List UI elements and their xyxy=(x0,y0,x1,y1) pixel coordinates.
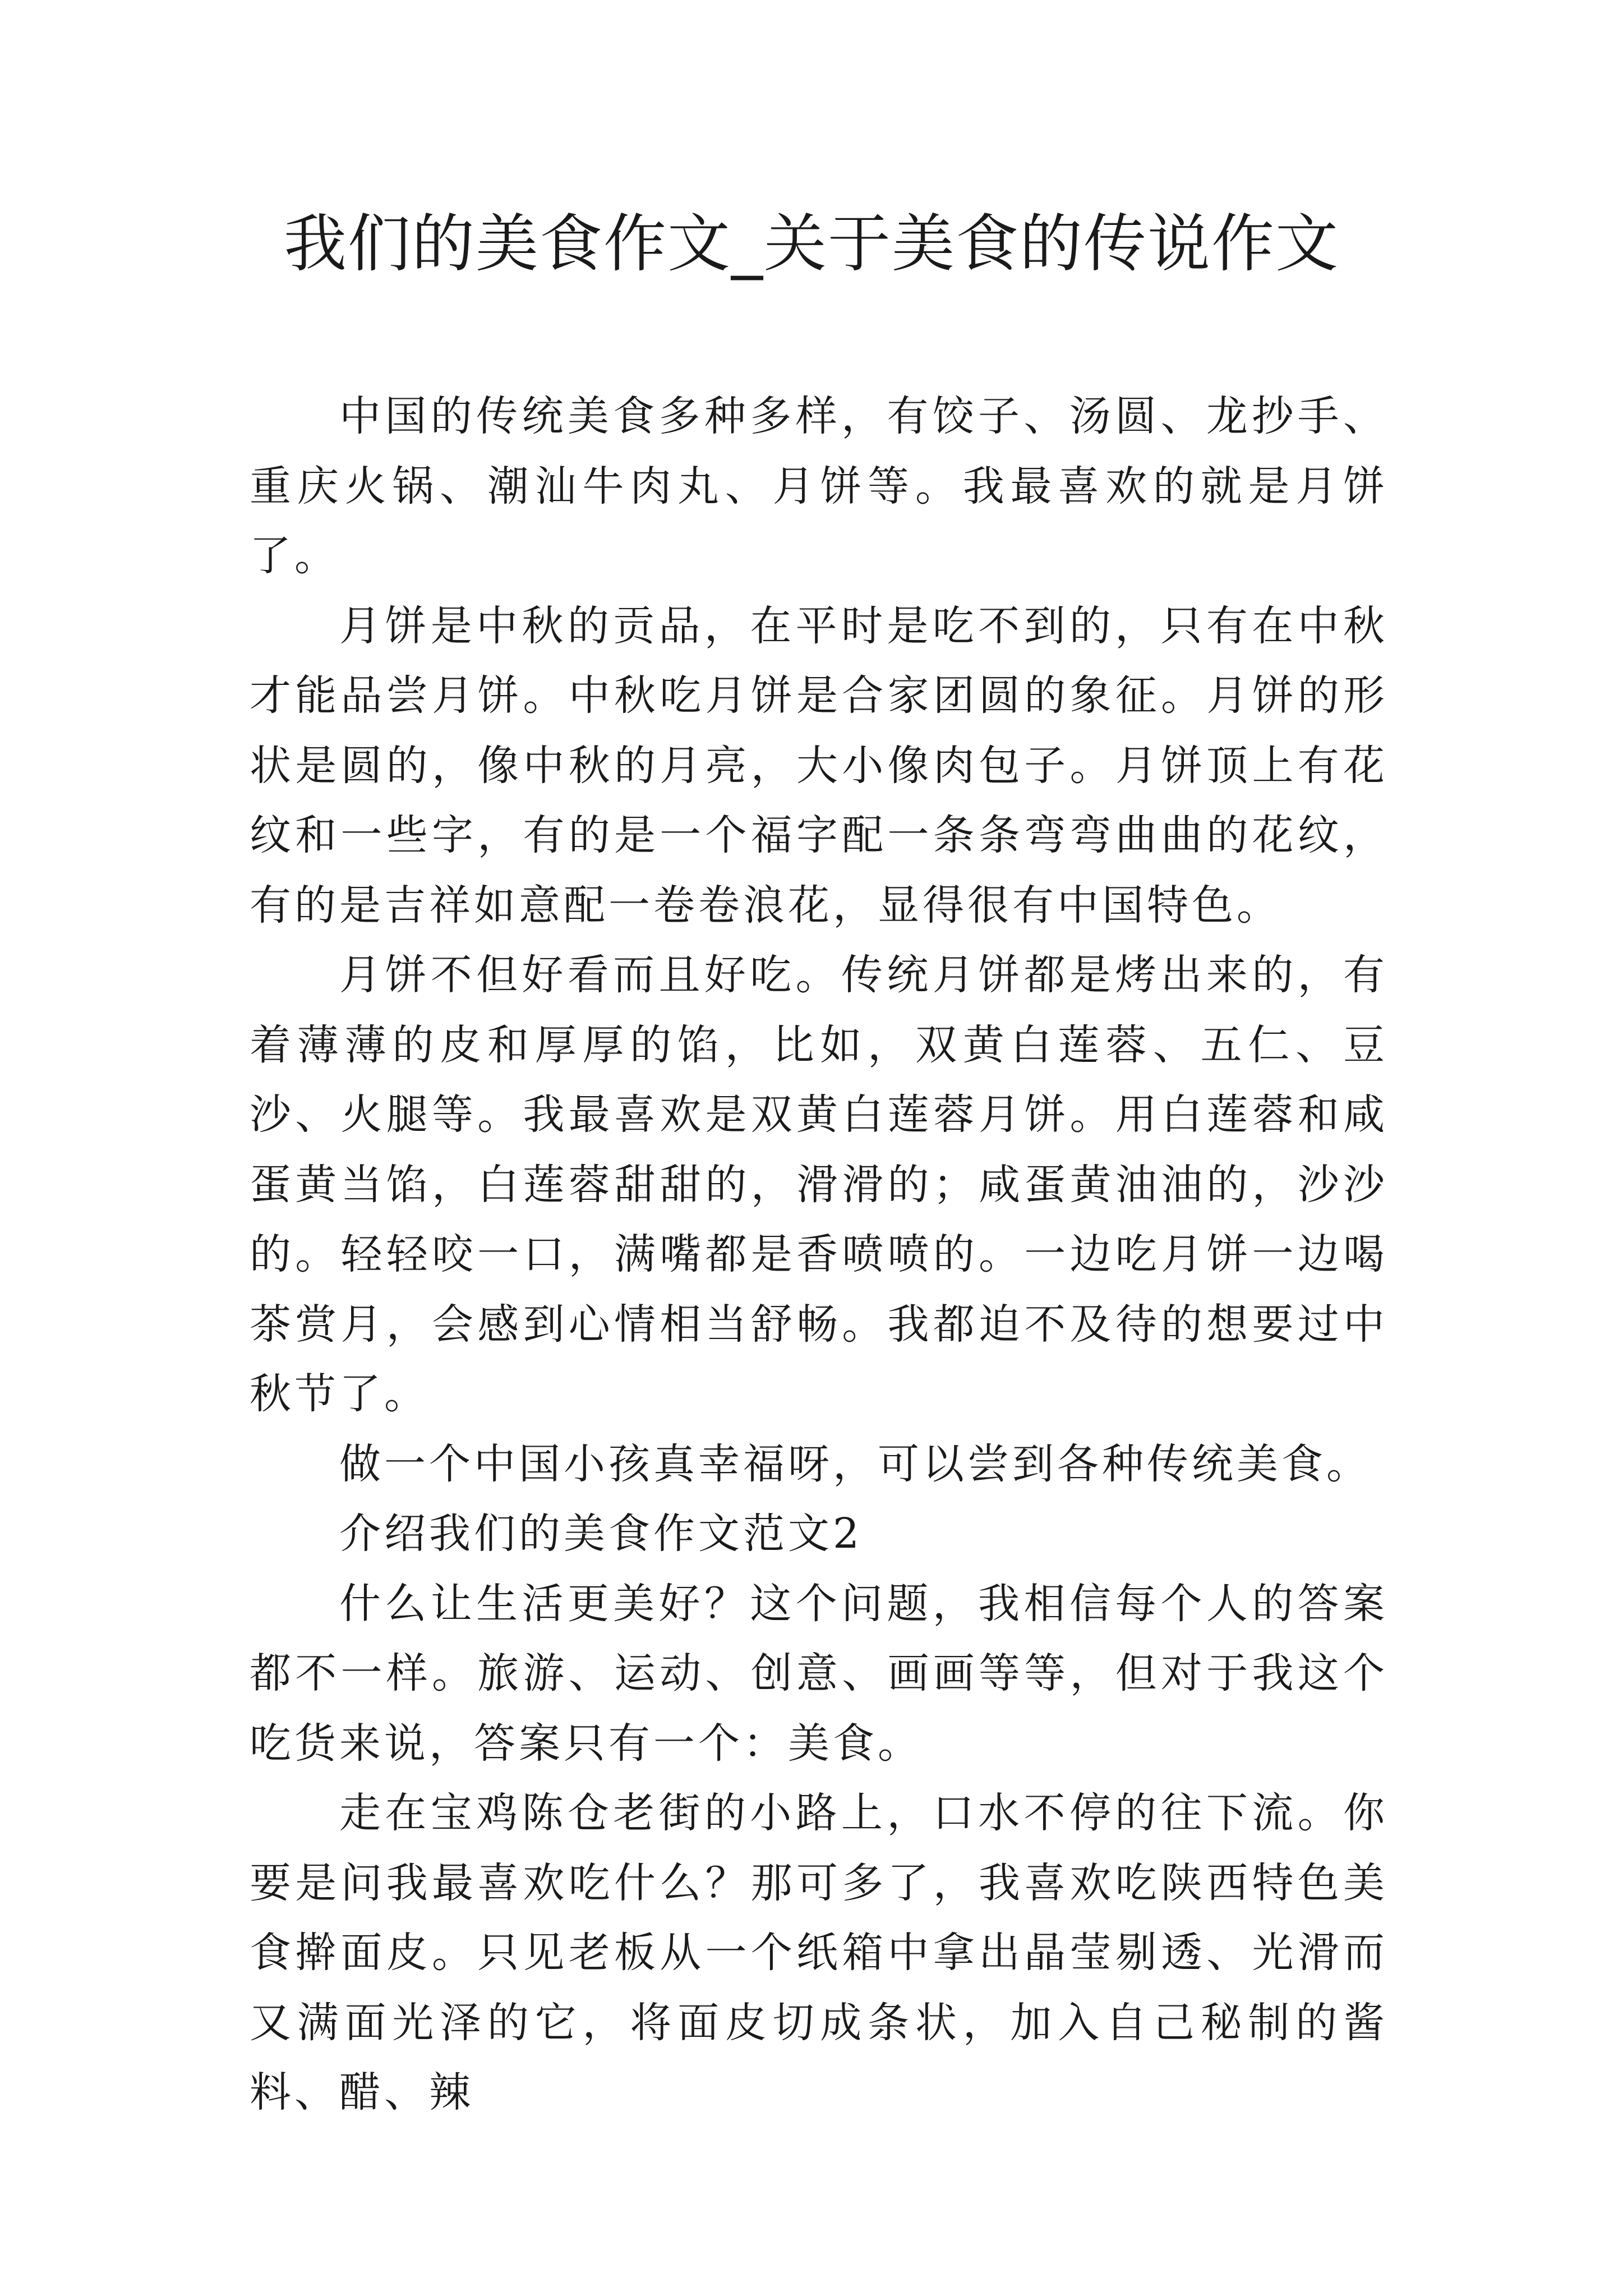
paragraph: 月饼是中秋的贡品，在平时是吃不到的，只有在中秋才能品尝月饼。中秋吃月饼是合家团圆的象征。月饼的形状是圆的，像中秋的月亮，大小像肉包子。月饼顶上有花纹和一些字，有的是一个福字配一条条弯弯曲曲的花纹，有的是吉祥如意配一卷卷浪花，显得很有中国特色。 xyxy=(250,601,1388,930)
paragraph: 做一个中国小孩真幸福呀，可以尝到各种传统美食。 xyxy=(339,1439,1371,1488)
document-body xyxy=(250,381,1388,2128)
paragraph: 中国的传统美食多种多样，有饺子、汤圆、龙抄手、重庆火锅、潮汕牛肉丸、月饼等。我最喜欢的就是月饼了。 xyxy=(250,392,1388,580)
paragraph: 月饼不但好看而且好吃。传统月饼都是烤出来的，有着薄薄的皮和厚厚的馅，比如，双黄白莲蓉、五仁、豆沙、火腿等。我最喜欢是双黄白莲蓉月饼。用白莲蓉和咸蛋黄当馅，白莲蓉甜甜的，滑滑的；咸蛋黄油油的，沙沙的。轻轻咬一口，满嘴都是香喷喷的。一边吃月饼一边喝茶赏月，会感到心情相当舒畅。我都迫不及待的想要过中秋节了。 xyxy=(250,951,1388,1418)
paragraph: 走在宝鸡陈仓老街的小路上，口水不停的往下流。你要是问我最喜欢吃什么？那可多了，我喜欢吃陕西特色美食擀面皮。只见老板从一个纸箱中拿出晶莹剔透、光滑而又满面光泽的它，将面皮切成条状，加入自己秘制的酱料、醋、辣 xyxy=(250,1789,1388,2116)
document-title: 我们的美食作文_关于美食的传说作文 xyxy=(284,208,1339,280)
paragraph: 什么让生活更美好？这个问题，我相信每个人的答案都不一样。旅游、运动、创意、画画等等，但对于我这个吃货来说，答案只有一个：美食。 xyxy=(250,1579,1388,1768)
section-heading: 介绍我们的美食作文范文2 xyxy=(339,1510,863,1558)
